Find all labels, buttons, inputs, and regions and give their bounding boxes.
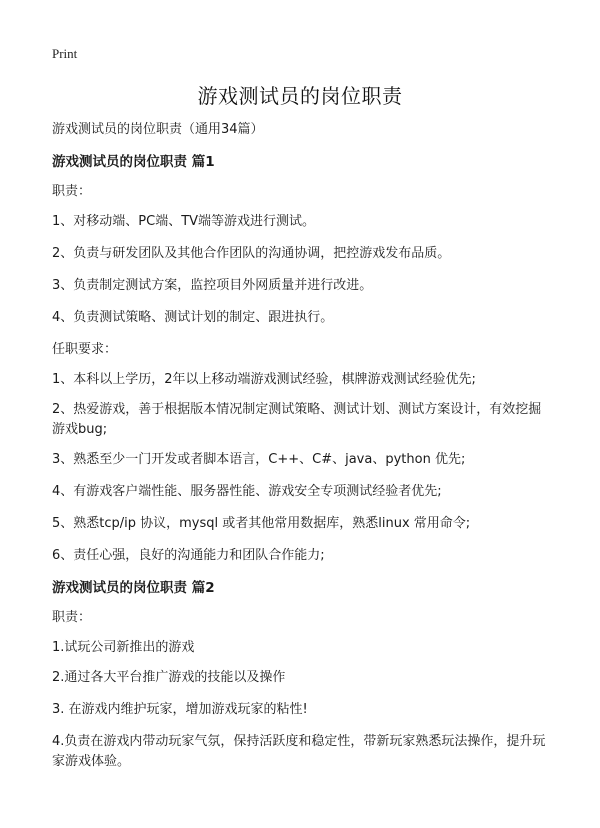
list-item: 6、责任心强，良好的沟通能力和团队合作能力; xyxy=(52,548,325,563)
duties-label: 职责： xyxy=(52,184,92,199)
list-item: 2、负责与研发团队及其他合作团队的沟通协调，把控游戏发布品质。 xyxy=(52,246,451,261)
document-subtitle: 游戏测试员的岗位职责（通用34篇） xyxy=(52,122,264,137)
requirements-label: 任职要求： xyxy=(52,342,118,357)
list-item: 3. 在游戏内维护玩家，增加游戏玩家的粘性! xyxy=(52,702,308,717)
list-item: 4、有游戏客户端性能、服务器性能、游戏安全专项测试经验者优先; xyxy=(52,484,442,499)
list-item: 1、对移动端、PC端、TV端等游戏进行测试。 xyxy=(52,214,316,229)
list-item: 3、熟悉至少一门开发或者脚本语言，C++、C#、java、python 优先; xyxy=(52,452,466,467)
section-heading-2: 游戏测试员的岗位职责 篇2 xyxy=(52,580,215,596)
duties-label: 职责： xyxy=(52,610,92,625)
list-item: 4、负责测试策略、测试计划的制定、跟进执行。 xyxy=(52,310,334,325)
list-item: 2、热爱游戏，善于根据版本情况制定测试策略、测试计划、测试方案设计，有效挖掘游戏bug; xyxy=(52,402,542,437)
list-item: 3、负责制定测试方案，监控项目外网质量并进行改进。 xyxy=(52,278,373,293)
list-item: 1、本科以上学历，2年以上移动端游戏测试经验，棋牌游戏测试经验优先; xyxy=(52,372,476,387)
page-title: 游戏测试员的岗位职责 xyxy=(197,84,403,108)
list-item: 4.负责在游戏内带动玩家气氛，保持活跃度和稳定性，带新玩家熟悉玩法操作，提升玩家游戏体验。 xyxy=(52,734,546,769)
section-heading-1: 游戏测试员的岗位职责 篇1 xyxy=(52,154,215,170)
print-label: Print xyxy=(52,46,78,61)
list-item: 5、熟悉tcp/ip 协议，mysql 或者其他常用数据库，熟悉linux 常用命令; xyxy=(52,516,471,531)
list-item: 2.通过各大平台推广游戏的技能以及操作 xyxy=(52,670,286,685)
list-item: 1.试玩公司新推出的游戏 xyxy=(52,640,195,655)
